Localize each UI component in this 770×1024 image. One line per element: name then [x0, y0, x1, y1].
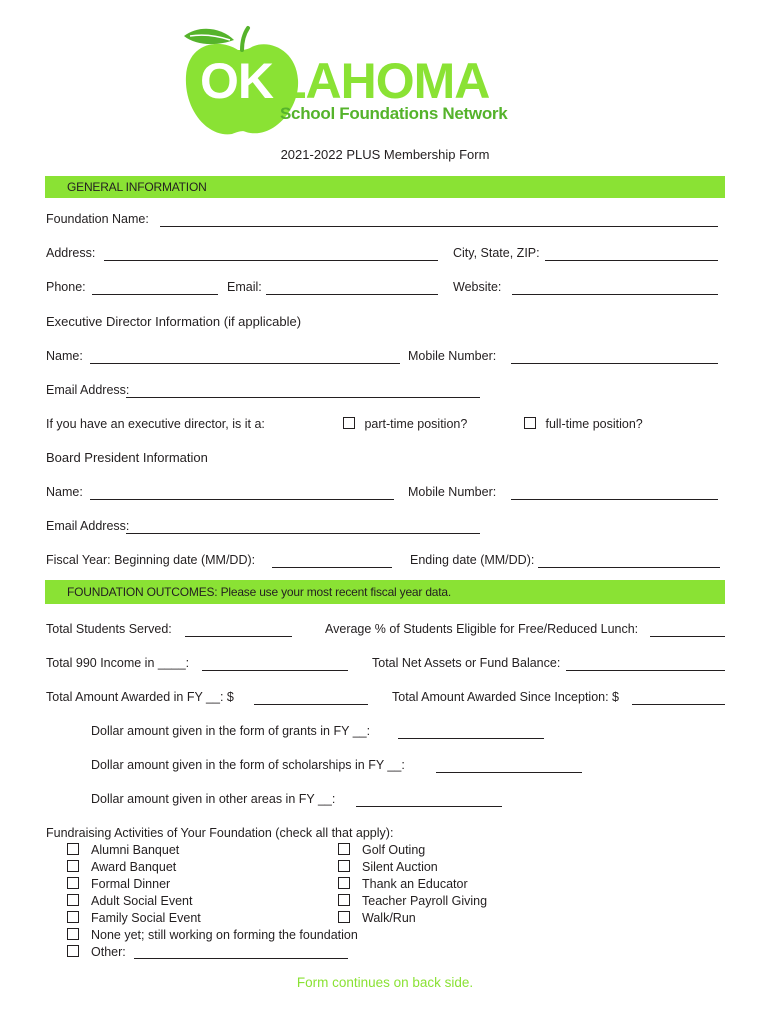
section-bar-general — [45, 176, 725, 198]
city-state-zip-label: City, State, ZIP: — [453, 246, 540, 260]
fundraising-option-adult-social[interactable] — [67, 894, 192, 908]
grants-field[interactable] — [398, 738, 544, 739]
board-email-field[interactable] — [126, 533, 480, 534]
checkbox[interactable] — [67, 843, 79, 855]
exec-mobile-label: Mobile Number: — [408, 349, 497, 363]
exec-name-field[interactable] — [90, 363, 400, 364]
other-areas-field[interactable] — [356, 806, 502, 807]
scholarships-field[interactable] — [436, 772, 582, 773]
phone-label: Phone: — [46, 280, 86, 294]
checkbox[interactable] — [67, 894, 79, 906]
option-label: Adult Social Event — [91, 894, 193, 908]
fundraising-option-formal-dinner[interactable] — [67, 877, 170, 891]
part-time-checkbox[interactable] — [343, 417, 355, 429]
board-name-label: Name: — [46, 485, 83, 499]
email-field[interactable] — [266, 294, 438, 295]
other-activity-field[interactable] — [134, 958, 348, 959]
form-continues-note: Form continues on back side. — [296, 975, 474, 990]
amount-awarded-fy-field[interactable] — [254, 704, 368, 705]
form-title: 2021-2022 PLUS Membership Form — [280, 147, 490, 162]
grants-label: Dollar amount given in the form of grants in FY __: — [91, 724, 371, 738]
logo-word-lahoma: LAHOMA — [276, 53, 490, 109]
fiscal-end-field[interactable] — [538, 567, 720, 568]
option-label: Award Banquet — [91, 860, 177, 874]
address-label: Address: — [46, 246, 96, 260]
students-served-field[interactable] — [185, 636, 292, 637]
option-label: Alumni Banquet — [91, 843, 180, 857]
fundraising-option-other[interactable] — [67, 945, 126, 959]
full-time-option[interactable] — [524, 417, 643, 431]
option-label: Golf Outing — [362, 843, 426, 857]
board-mobile-label: Mobile Number: — [408, 485, 497, 499]
option-label: Silent Auction — [362, 860, 438, 874]
option-label: Formal Dinner — [91, 877, 171, 891]
board-name-field[interactable] — [90, 499, 394, 500]
income-990-label: Total 990 Income in ____: — [46, 656, 190, 670]
fiscal-begin-label: Fiscal Year: Beginning date (MM/DD): — [46, 553, 256, 567]
full-time-label: full-time position? — [545, 417, 643, 431]
email-label: Email: — [227, 280, 262, 294]
fundraising-option-silent-auction[interactable] — [338, 860, 438, 874]
checkbox[interactable] — [338, 860, 350, 872]
checkbox[interactable] — [338, 911, 350, 923]
checkbox[interactable] — [67, 877, 79, 889]
free-lunch-field[interactable] — [650, 636, 725, 637]
city-state-zip-field[interactable] — [545, 260, 718, 261]
option-label: Thank an Educator — [362, 877, 468, 891]
other-areas-label: Dollar amount given in other areas in FY __: — [91, 792, 336, 806]
option-label: Family Social Event — [91, 911, 201, 925]
section-title-general: GENERAL INFORMATION — [67, 180, 207, 194]
amount-inception-label: Total Amount Awarded Since Inception: $ — [392, 690, 620, 704]
part-time-label: part-time position? — [364, 417, 468, 431]
free-lunch-label: Average % of Students Eligible for Free/Reduced Lunch: — [325, 622, 639, 636]
fiscal-begin-field[interactable] — [272, 567, 392, 568]
fundraising-option-walk-run[interactable] — [338, 911, 416, 925]
scholarships-label: Dollar amount given in the form of scholarships in FY __: — [91, 758, 405, 772]
income-990-field[interactable] — [202, 670, 348, 671]
exec-email-field[interactable] — [126, 397, 480, 398]
checkbox[interactable] — [67, 928, 79, 940]
checkbox[interactable] — [67, 945, 79, 957]
address-field[interactable] — [104, 260, 438, 261]
exec-email-label: Email Address: — [46, 383, 130, 397]
fiscal-end-label: Ending date (MM/DD): — [410, 553, 535, 567]
foundation-name-label: Foundation Name: — [46, 212, 149, 226]
net-assets-field[interactable] — [566, 670, 725, 671]
option-label: Teacher Payroll Giving — [362, 894, 488, 908]
fundraising-option-alumni-banquet[interactable] — [67, 843, 179, 857]
checkbox[interactable] — [67, 911, 79, 923]
exec-position-question: If you have an executive director, is it a: — [46, 417, 265, 431]
option-label: Other: — [91, 945, 126, 959]
board-president-heading: Board President Information — [46, 450, 208, 465]
fundraising-option-teacher-payroll[interactable] — [338, 894, 487, 908]
foundation-name-field[interactable] — [160, 226, 718, 227]
board-email-label: Email Address: — [46, 519, 130, 533]
section-title-outcomes: FOUNDATION OUTCOMES: Please use your most recent fiscal year data. — [67, 585, 452, 599]
fundraising-option-golf-outing[interactable] — [338, 843, 425, 857]
website-field[interactable] — [512, 294, 718, 295]
checkbox[interactable] — [338, 877, 350, 889]
exec-director-heading: Executive Director Information (if applicable) — [46, 314, 302, 329]
logo-word-ok: OK — [200, 53, 273, 109]
net-assets-label: Total Net Assets or Fund Balance: — [372, 656, 561, 670]
option-label: Walk/Run — [362, 911, 416, 925]
phone-field[interactable] — [92, 294, 218, 295]
website-label: Website: — [453, 280, 502, 294]
fundraising-option-thank-educator[interactable] — [338, 877, 468, 891]
checkbox[interactable] — [338, 894, 350, 906]
option-label: None yet; still working on forming the foundation — [91, 928, 358, 942]
section-bar-outcomes — [45, 580, 725, 604]
amount-inception-field[interactable] — [632, 704, 725, 705]
board-mobile-field[interactable] — [511, 499, 718, 500]
part-time-option[interactable] — [343, 417, 467, 431]
checkbox[interactable] — [67, 860, 79, 872]
amount-awarded-fy-label: Total Amount Awarded in FY __: $ — [46, 690, 234, 704]
fundraising-option-none-yet[interactable] — [67, 928, 358, 942]
logo-subtitle: School Foundations Network — [280, 104, 508, 123]
checkbox[interactable] — [338, 843, 350, 855]
students-served-label: Total Students Served: — [46, 622, 172, 636]
fundraising-option-award-banquet[interactable] — [67, 860, 176, 874]
full-time-checkbox[interactable] — [524, 417, 536, 429]
fundraising-heading: Fundraising Activities of Your Foundation (check all that apply): — [46, 826, 394, 840]
fundraising-option-family-social[interactable] — [67, 911, 201, 925]
exec-mobile-field[interactable] — [511, 363, 718, 364]
exec-name-label: Name: — [46, 349, 83, 363]
